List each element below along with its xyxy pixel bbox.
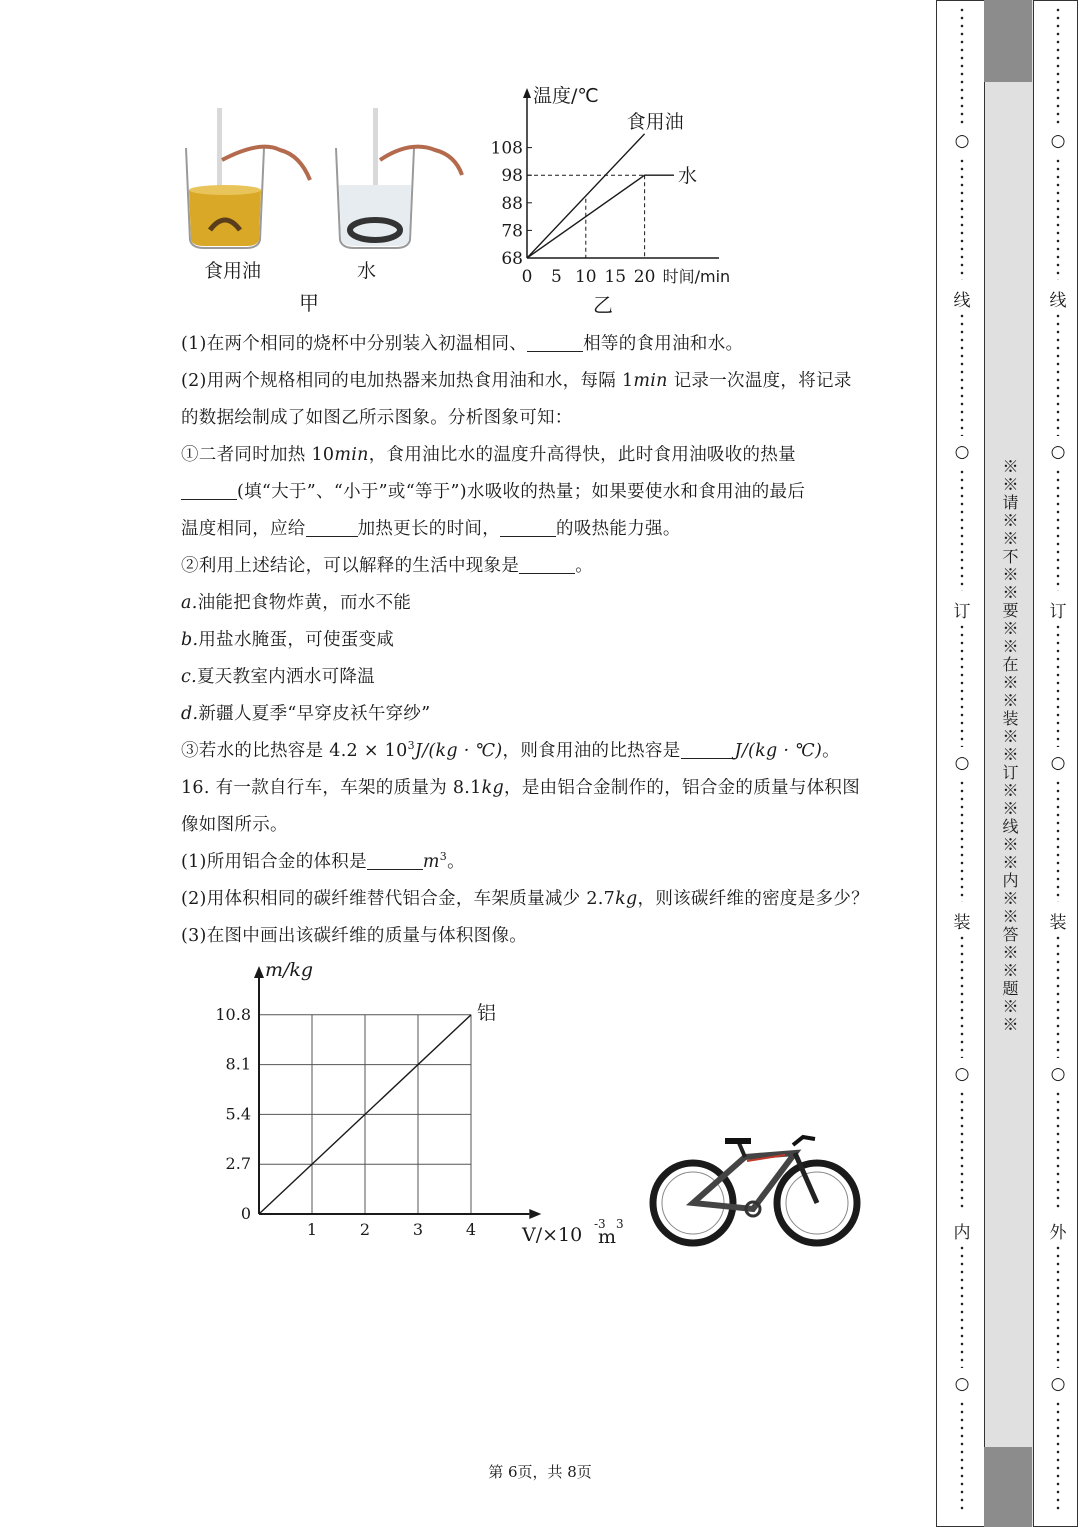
binding-notice: ※※请※※不※※要※※在※※装※※订※※线※※内※※答※※题※※ (1000, 458, 1019, 1034)
x-tick-label: 15 (604, 267, 627, 287)
x-tick-label: 4 (465, 1220, 477, 1239)
series-line-water (527, 175, 674, 258)
answer-blank[interactable] (681, 741, 735, 760)
binding-dotted-line (1048, 157, 1068, 280)
q15-part2-cont: 的数据绘制成了如图乙所示图象。分析图象可知： (181, 408, 573, 428)
q15-part1: (1)在两个相同的烧杯中分别装入初温相同、 相等的食用油和水。 (181, 334, 744, 354)
series-label-water: 水 (678, 165, 698, 188)
binding-label-outer: 装 (1049, 913, 1067, 933)
option-b: b.用盐水腌蛋，可使蛋变咸 (181, 630, 395, 650)
x-axis-label-unit: m (598, 1226, 617, 1248)
binding-dotted-line (1048, 623, 1068, 747)
page-footer: 第 6页，共 8页 (488, 1463, 592, 1481)
series-label-oil: 食用油 (626, 110, 684, 133)
binding-dotted-line (952, 312, 972, 436)
x-axis-label-unit-exponent: 3 (616, 1217, 624, 1231)
option-c: c.夏天教室内洒水可降温 (181, 667, 375, 687)
binding-dotted-line (952, 1090, 972, 1212)
series-label-aluminum: 铝 (477, 1001, 497, 1024)
q16-part2: (2)用体积相同的碳纤维替代铝合金，车架质量减少 2.7kg，则该碳纤维的密度是多少？ (181, 889, 869, 909)
answer-blank[interactable] (519, 556, 575, 575)
q16-part3: (3)在图中画出该碳纤维的质量与体积图像。 (181, 926, 528, 946)
binding-dotted-line (1048, 1400, 1068, 1511)
temperature-time-chart (480, 80, 740, 320)
binding-dotted-line (1048, 1090, 1068, 1212)
answer-blank[interactable] (500, 519, 556, 538)
y-tick-label: 2.7 (225, 1154, 251, 1174)
gutter-top-block (984, 0, 1032, 82)
binding-label-inner: 装 (953, 913, 971, 933)
binding-circle-mark: ○ (1050, 442, 1066, 462)
x-tick-label: 20 (633, 267, 656, 287)
option-a: a.油能把食物炸黄，而水不能 (181, 593, 412, 613)
answer-blank[interactable] (181, 482, 237, 501)
binding-label-outer: 外 (1049, 1223, 1067, 1243)
binding-dotted-line (952, 1400, 972, 1511)
binding-dotted-line (952, 779, 972, 902)
y-tick-label: 0 (240, 1204, 251, 1223)
binding-dotted-line (1048, 1244, 1068, 1368)
y-axis-arrow (523, 88, 531, 98)
x-tick-label: 10 (574, 267, 597, 287)
x-axis-label: V/×10 (522, 1224, 583, 1246)
y-tick-label: 78 (501, 221, 523, 242)
q16-part1: (1)所用铝合金的体积是 $m^3$。 (181, 850, 465, 872)
x-tick-label: 3 (412, 1220, 424, 1239)
x-axis-arrow (529, 1209, 541, 1219)
beaker-oil-label: 食用油 (204, 260, 262, 282)
binding-label-inner: 订 (953, 602, 971, 622)
binding-dotted-line (952, 6, 972, 125)
q16-stem: 16. 有一款自行车，车架的质量为 8.1kg，是由铝合金制作的，铝合金的质量与体积图 (181, 778, 861, 798)
binding-dotted-line (1048, 934, 1068, 1058)
q15-part2: (2)用两个规格相同的电加热器来加热食用油和水，每隔 1min 记录一次温度，将记录 (181, 371, 852, 391)
figure-caption-jia: 甲 (299, 291, 319, 315)
answer-blank[interactable] (306, 519, 358, 538)
binding-circle-mark: ○ (1050, 1374, 1066, 1394)
binding-label-inner: 线 (953, 291, 971, 311)
binding-dotted-line (952, 157, 972, 280)
binding-circle-mark: ○ (1050, 1064, 1066, 1084)
binding-dotted-line (952, 623, 972, 747)
y-axis-label: 温度/℃ (533, 85, 599, 107)
binding-dotted-line (1048, 468, 1068, 591)
binding-label-outer: 线 (1049, 291, 1067, 311)
y-tick-label: 10.8 (215, 1004, 251, 1024)
binding-dotted-line (1048, 6, 1068, 125)
binding-label-outer: 订 (1049, 602, 1067, 622)
series-line-oil (527, 134, 645, 258)
y-axis-label: m/kg (265, 959, 314, 981)
x-tick-label: 2 (359, 1220, 371, 1239)
y-tick-label: 68 (501, 249, 523, 269)
y-tick-label: 88 (501, 193, 523, 214)
binding-dotted-line (1048, 312, 1068, 436)
y-tick-label: 98 (501, 166, 523, 187)
x-tick-label: 5 (550, 267, 562, 287)
y-tick-label: 5.4 (225, 1104, 251, 1124)
answer-blank[interactable] (367, 852, 423, 871)
binding-dotted-line (952, 1244, 972, 1368)
gutter-bottom-block (984, 1447, 1032, 1527)
y-tick-label: 8.1 (225, 1054, 251, 1074)
binding-circle-mark: ○ (954, 1064, 970, 1084)
x-axis-label: 时间/min (662, 267, 731, 286)
figure-caption-yi: 乙 (593, 293, 613, 317)
binding-circle-mark: ○ (954, 753, 970, 773)
binding-circle-mark: ○ (954, 131, 970, 151)
y-tick-label: 108 (490, 138, 523, 159)
binding-label-inner: 内 (953, 1223, 971, 1243)
mass-volume-chart (200, 950, 640, 1260)
binding-dotted-line (952, 468, 972, 591)
q15-circle1: ①二者同时加热 10min，食用油比水的温度升高得快，此时食用油吸收的热量 (181, 445, 796, 465)
q15-circle1-cont: (填“大于”、“小于”或“等于”)水吸收的热量；如果要使水和食用油的最后 (181, 478, 805, 503)
binding-dotted-line (1048, 779, 1068, 902)
binding-circle-mark: ○ (954, 1374, 970, 1394)
option-d: d.新疆人夏季“早穿皮袄午穿纱” (181, 704, 431, 724)
q15-circle2: ②利用上述结论，可以解释的生活中现象是 。 (181, 556, 594, 576)
beaker-figure (180, 100, 480, 315)
y-axis-arrow (254, 966, 264, 978)
q16-stem-cont: 像如图所示。 (181, 815, 288, 835)
q15-circle3: ③若水的比热容是 $4.2 \times 10^3J/(kg$ · ℃)，则食用油的比热容是 J/(kg · ℃)。 (181, 739, 840, 761)
x-axis-label-exponent: -3 (594, 1217, 606, 1231)
beaker-water-label: 水 (357, 260, 377, 282)
binding-circle-mark: ○ (1050, 753, 1066, 773)
binding-dotted-line (952, 934, 972, 1058)
binding-circle-mark: ○ (1050, 131, 1066, 151)
x-tick-label: 1 (306, 1220, 318, 1239)
q15-circle1-cont2: 温度相同，应给 加热更长的时间， 的吸热能力强。 (181, 519, 681, 539)
bicycle-picture (645, 1125, 870, 1250)
beaker-illustration (180, 100, 480, 260)
x-tick-label: 0 (521, 267, 533, 287)
answer-blank[interactable] (527, 334, 583, 353)
binding-circle-mark: ○ (954, 442, 970, 462)
